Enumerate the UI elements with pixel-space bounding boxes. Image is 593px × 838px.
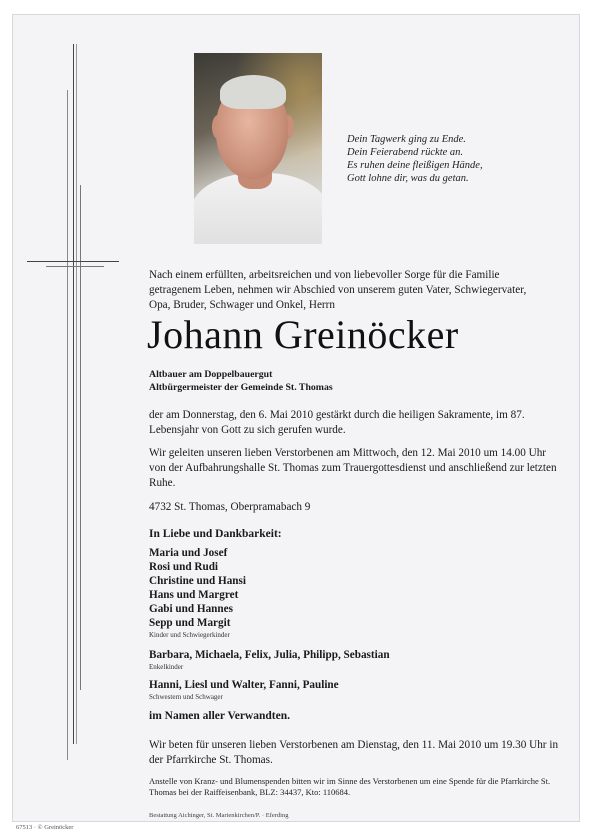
closing-line: im Namen aller Verwandten. (149, 710, 290, 722)
poem-line: Dein Tagwerk ging zu Ende. (347, 134, 466, 145)
poem-line: Es ruhen deine fleißigen Hände, (347, 160, 483, 171)
prayer-notice: Wir beten für unseren lieben Verstorbenen am Dienstag, den 11. Mai 2010 um 19.30 Uhr in der Pfarrkirche St. Thomas. (149, 739, 559, 766)
cross-vertical-line (73, 44, 77, 744)
deceased-roles (149, 368, 333, 394)
poem-line: Dein Feierabend rückte an. (347, 147, 464, 158)
role-line: Altbürgermeister der Gemeinde St. Thomas (149, 382, 333, 393)
grandchildren-label: Enkelkinder (149, 663, 184, 671)
portrait-photo (194, 53, 322, 244)
address: 4732 St. Thomas, Oberpramabach 9 (149, 501, 311, 513)
memorial-poem (347, 133, 483, 185)
list-item: Sepp und Margit (149, 617, 231, 629)
deceased-name: Johann Greinöcker (147, 312, 459, 357)
cross-vertical-line-outer (67, 90, 68, 760)
footer-code: 67513 · © Greinöcker (16, 824, 74, 831)
children-label: Kinder und Schwiegerkinder (149, 631, 230, 639)
siblings-names: Hanni, Liesl und Walter, Fanni, Pauline (149, 679, 339, 691)
footer-undertaker: Bestattung Aichinger, St. Marienkirchen/P. · Eferding (149, 812, 289, 819)
list-item: Hans und Margret (149, 589, 239, 601)
role-line: Altbauer am Doppelbauergut (149, 369, 273, 380)
mourners-heading: In Liebe und Dankbarkeit: (149, 528, 282, 540)
cross-horizontal-line (27, 261, 119, 262)
death-notice: der am Donnerstag, den 6. Mai 2010 gestärkt durch die heiligen Sakramente, im 87. Lebensjahr von Gott zu sich gerufen wurde. (149, 409, 525, 436)
list-item: Rosi und Rudi (149, 561, 219, 573)
donation-notice: Anstelle von Kranz- und Blumenspenden bitten wir im Sinne des Verstorbenen um eine Spende für die Pfarrkirche St. Thomas bei der Raiffeisenbank, BLZ: 34437, Kto: 110684. (149, 776, 551, 797)
siblings-label: Schwestern und Schwager (149, 693, 223, 701)
funeral-notice: Wir geleiten unseren lieben Verstorbenen am Mittwoch, den 12. Mai 2010 um 14.00 Uhr von der Aufbahrungshalle St. Thomas zum Trauergottesdienst und anschließend zur letzten Ruhe. (149, 447, 557, 489)
list-item: Christine und Hansi (149, 575, 246, 587)
grandchildren-names: Barbara, Michaela, Felix, Julia, Philipp, Sebastian (149, 649, 390, 661)
poem-line: Gott lohne dir, was du getan. (347, 173, 469, 184)
siblings-group (149, 678, 339, 702)
intro-text: Nach einem erfüllten, arbeitsreichen und von liebevoller Sorge für die Familie getragenem Leben, nehmen wir Abschied von unserem guten Vater, Schwiegervater, Opa, Bruder, Schwager und Onkel, Herrn (149, 269, 527, 311)
grandchildren-group (149, 648, 390, 672)
children-list (149, 546, 246, 640)
list-item: Maria und Josef (149, 547, 228, 559)
cross-horizontal-line-inner (46, 266, 104, 267)
list-item: Gabi und Hannes (149, 603, 233, 615)
